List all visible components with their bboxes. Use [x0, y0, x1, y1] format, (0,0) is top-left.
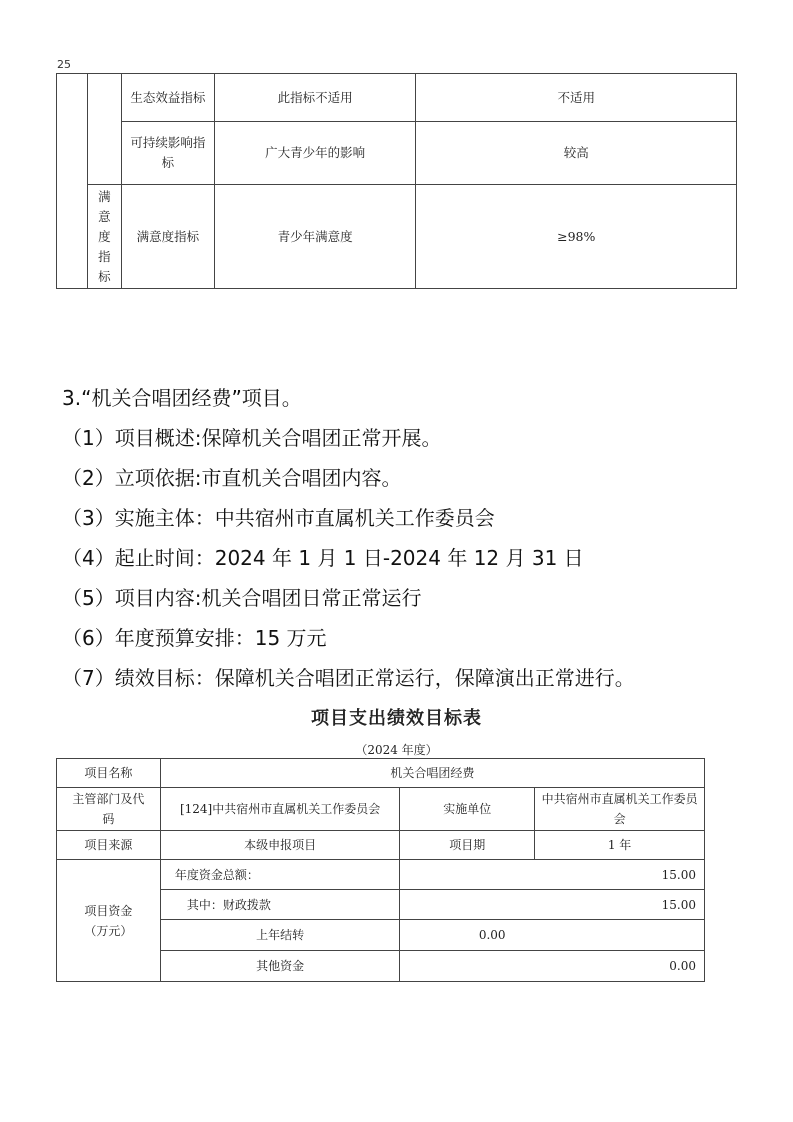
- period-value: 1 年: [535, 831, 705, 860]
- content-cell: 此指标不适用: [214, 74, 416, 122]
- impl-label: 实施单位: [400, 788, 535, 831]
- section-item: （3）实施主体：中共宿州市直属机关工作委员会: [62, 506, 495, 530]
- section-item: （2）立项依据:市直机关合唱团内容。: [62, 466, 402, 490]
- fund-value: 0.00: [400, 920, 705, 951]
- source-label: 项目来源: [57, 831, 161, 860]
- section-item: （1）项目概述:保障机关合唱团正常开展。: [62, 426, 442, 450]
- category-char: 标: [98, 268, 111, 284]
- fund-value: 15.00: [400, 890, 705, 920]
- fund-value: 15.00: [400, 860, 705, 890]
- section-item: （4）起止时间：2024 年 1 月 1 日-2024 年 12 月 31 日: [62, 546, 584, 570]
- category-cell: [87, 185, 121, 289]
- period-label: 项目期: [400, 831, 535, 860]
- blank-cell: [57, 74, 88, 289]
- section-item: （6）年度预算安排：15 万元: [62, 626, 327, 650]
- page-number: 25: [57, 58, 71, 71]
- project-fund-table: [56, 758, 705, 982]
- project-name-value: 机关合唱团经费: [160, 759, 704, 788]
- section-heading: 3.“机关合唱团经费”项目。: [62, 386, 302, 410]
- indicator-cell: 可持续影响指标: [121, 122, 214, 185]
- project-name-label: 项目名称: [57, 759, 161, 788]
- indicator-cell: 生态效益指标: [121, 74, 214, 122]
- form-title: 项目支出绩效目标表: [311, 708, 482, 729]
- value-cell: 不适用: [416, 74, 737, 122]
- funds-unit: （万元）: [84, 923, 133, 938]
- fund-label: 其他资金: [160, 951, 400, 982]
- performance-indicator-table: [56, 73, 737, 289]
- category-char: 指: [98, 248, 111, 264]
- fund-value: 0.00: [400, 951, 705, 982]
- fund-label: 其中：财政拨款: [160, 890, 400, 920]
- dept-value: [124]中共宿州市直属机关工作委员会: [160, 788, 400, 831]
- table-row: [57, 860, 705, 890]
- content-cell: 青少年满意度: [214, 185, 416, 289]
- blank-cell: [87, 74, 121, 185]
- value-cell: 较高: [416, 122, 737, 185]
- dept-label: 主管部门及代码: [57, 788, 161, 831]
- category-char: 意: [98, 208, 111, 224]
- section-item: （7）绩效目标：保障机关合唱团正常运行，保障演出正常进行。: [62, 666, 635, 690]
- table-row: [57, 759, 705, 788]
- category-char: 满: [98, 188, 111, 204]
- table-row: [57, 122, 737, 185]
- table-row: [57, 185, 737, 289]
- table-row: [57, 74, 737, 122]
- fund-label: 年度资金总额：: [160, 860, 400, 890]
- section-text: [62, 378, 635, 698]
- table-row: [57, 788, 705, 831]
- impl-value: 中共宿州市直属机关工作委员会: [535, 788, 705, 831]
- category-char: 度: [98, 228, 111, 244]
- form-year: （2024 年度）: [355, 743, 438, 757]
- funds-label-cell: [57, 860, 161, 982]
- funds-label: 项目资金: [84, 903, 133, 918]
- source-value: 本级申报项目: [160, 831, 400, 860]
- indicator-cell: 满意度指标: [121, 185, 214, 289]
- section-item: （5）项目内容:机关合唱团日常正常运行: [62, 586, 422, 610]
- value-cell: ≥98%: [416, 185, 737, 289]
- fund-label: 上年结转: [160, 920, 400, 951]
- table-row: [57, 831, 705, 860]
- content-cell: 广大青少年的影响: [214, 122, 416, 185]
